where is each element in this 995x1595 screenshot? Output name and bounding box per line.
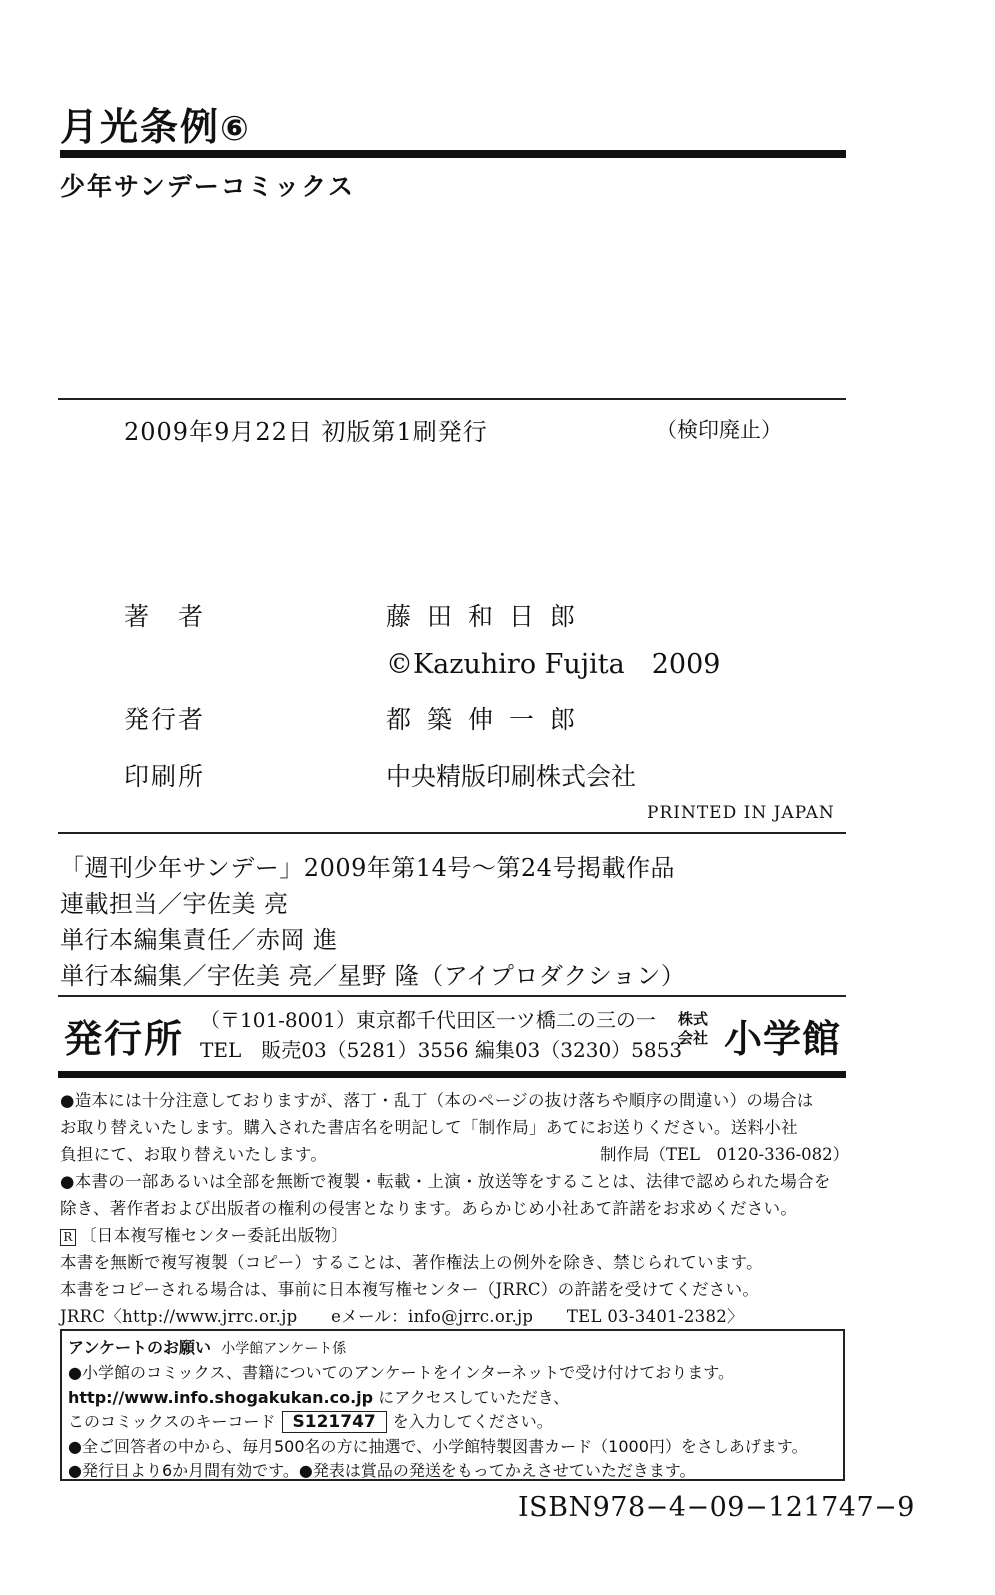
- survey-title: アンケートのお願い: [68, 1338, 212, 1357]
- note-line: お取り替えいたします。購入された書店名を明記して「制作局」あてにお送りください。送料小社: [60, 1118, 798, 1137]
- volume-number: ⑥: [220, 109, 251, 149]
- jrrc-heading-text: 〔日本複写権センター委託出版物〕: [80, 1226, 349, 1245]
- title-text: 月光条例: [60, 105, 221, 149]
- note-line: 負担にて、お取り替えいたします。: [60, 1145, 328, 1164]
- key-code: S121747: [282, 1411, 387, 1433]
- jrrc-contact: JRRC〈http://www.jrrc.or.jp eメール：info@jrrc.or.jp TEL 03-3401-2382〉: [60, 1307, 744, 1326]
- publisher-tel: TEL 販売03（5281）3556 編集03（3230）5853: [200, 1038, 683, 1062]
- key-suffix: を入力してください。: [392, 1412, 553, 1431]
- divider: [58, 398, 846, 400]
- jrrc-heading: [60, 1222, 348, 1246]
- author-label: 著 者: [124, 602, 206, 631]
- survey-key-line: [68, 1409, 553, 1433]
- edition-date: 2009年9月22日 初版第1刷発行: [124, 418, 488, 446]
- stamp-note: （検印廃止）: [656, 418, 782, 442]
- survey-url[interactable]: http://www.info.shogakukan.co.jp: [68, 1388, 374, 1407]
- author-name: 藤田和日郎: [386, 602, 592, 631]
- credit-line: 「週刊少年サンデー」2009年第14号〜第24号掲載作品: [60, 854, 675, 882]
- copyright: ©Kazuhiro Fujita 2009: [386, 649, 721, 680]
- publisher-person: 都築伸一郎: [386, 705, 592, 734]
- survey-dept: 小学館アンケート係: [221, 1341, 347, 1357]
- header-rule: [60, 150, 846, 158]
- note-line: 本書を無断で複写複製（コピー）することは、著作権法上の例外を除き、禁じられています。: [60, 1253, 763, 1272]
- book-title: [60, 96, 251, 151]
- survey-url-line: [68, 1385, 569, 1408]
- printed-in: PRINTED IN JAPAN: [647, 803, 835, 823]
- key-prefix: このコミックスのキーコード: [68, 1412, 276, 1431]
- publisher-address: （〒101-8001）東京都千代田区一ツ橋二の三の一: [200, 1008, 656, 1032]
- survey-line: ●全ご回答者の中から、毎月500名の方に抽選で、小学館特製図書カード（1000円）をさしあげます。: [68, 1437, 808, 1456]
- survey-line: ●発行日より6か月間有効です。●発表は賞品の発送をもってかえさせていただきます。: [68, 1461, 696, 1480]
- survey-line: ●小学館のコミックス、書籍についてのアンケートをインターネットで受け付けております。: [68, 1363, 734, 1382]
- note-line: ●造本には十分注意しておりますが、落丁・乱丁（本のページの抜け落ちや順序の間違い）の場合は: [60, 1091, 814, 1110]
- printer-name: 中央精版印刷株式会社: [386, 762, 637, 791]
- credit-line: 単行本編集責任／赤岡 進: [60, 926, 338, 954]
- publisher-person-label: 発行者: [124, 705, 206, 734]
- divider: [58, 832, 846, 834]
- isbn: ISBN978−4−09−121747−9: [518, 1492, 915, 1523]
- publisher-name: 小学館: [724, 1017, 842, 1061]
- publisher-label: 発行所: [64, 1017, 185, 1061]
- note-line: ●本書の一部あるいは全部を無断で複製・転載・上演・放送等をすることは、法律で認められた場合を: [60, 1172, 831, 1191]
- survey-url-suffix: にアクセスしていただき、: [378, 1388, 570, 1407]
- survey-heading: [68, 1335, 346, 1358]
- registered-icon: R: [60, 1229, 76, 1246]
- note-line: 本書をコピーされる場合は、事前に日本複写権センター（JRRC）の許諾を受けてください。: [60, 1280, 760, 1299]
- production-tel: 制作局（TEL 0120-336-082）: [600, 1145, 850, 1164]
- notes-rule: [58, 1071, 846, 1078]
- printer-label: 印刷所: [124, 762, 206, 791]
- divider: [58, 995, 846, 997]
- kabushiki-kaisha: 株式会社: [678, 1010, 709, 1047]
- credit-line: 単行本編集／宇佐美 亮／星野 隆（アイプロダクション）: [60, 962, 686, 990]
- credit-line: 連載担当／宇佐美 亮: [60, 890, 289, 918]
- imprint-label: 少年サンデーコミックス: [60, 172, 356, 201]
- note-line: 除き、著作者および出版者の権利の侵害となります。あらかじめ小社あて許諾をお求めください。: [60, 1199, 798, 1218]
